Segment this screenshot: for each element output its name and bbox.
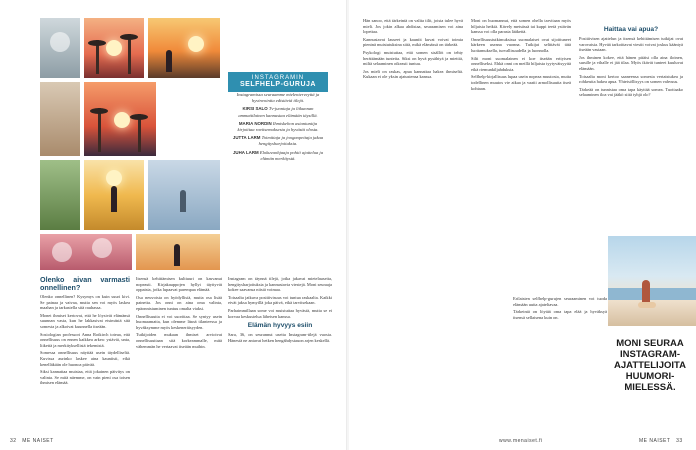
paragraph: Silti moni suomalainen ei koe itseään erityisen onnelliseksi. Ehkä onni on meillä hiljaista tyytyväisyyttä eikä riemunkiljahduksia.	[471, 55, 571, 72]
paragraph: Osa neuvoista on hyödyllisiä, mutta osa lisää painetta. Jos onni on aina oma valinta, epäonnistuminen tuntuu omalta viaksi.	[136, 294, 222, 311]
page-number: 32	[10, 438, 17, 444]
paragraph: Sara, 36, on seurannut useita Instagram-tilejä vuosia. Hänestä ne antavat hetken hengähdystauon arjen keskellä.	[228, 332, 332, 343]
paragraph: Hän sanoo, että tärkeintä on valita tilit, joista tulee hyvä mieli. Jos jokin alkaa ahdistaa, seuraamisen voi aina lopettaa.	[363, 18, 463, 35]
photo-tile	[40, 234, 132, 270]
photo-tile	[136, 234, 220, 270]
paragraph: Siksi kannattaa muistaa, että jokainen päivitys on valinta. Se mitä näemme, on vain pieni osa toisen ihmisen elämää.	[40, 369, 130, 386]
body-column-5	[471, 18, 571, 91]
photo-tile-jump	[84, 160, 144, 230]
folio-url: www.menaiset.fi	[499, 438, 543, 444]
silhouette	[166, 50, 172, 72]
guru-item	[230, 150, 326, 162]
guru-text: Elokuvaohjaaja pohtii ajattelua ja elämän merkitystä.	[259, 149, 324, 161]
section-heading: Haittaa vai apua?	[603, 26, 659, 33]
light-bokeh	[52, 242, 72, 262]
sun	[106, 170, 122, 186]
body-column-3	[228, 276, 332, 343]
woman-legs	[638, 302, 656, 308]
paragraph: Itsensä kehittämisen kulttuuri on kasvanut nopeasti. Kirjakauppojen hyllyt täyttyvät oppaista, jotka lupaavat parempaa elämää.	[136, 276, 222, 293]
left-page	[0, 0, 347, 450]
paragraph: Monet ihmiset kertovat, että he löysivät elämänsä suunnan vasta, kun he lakkasivat etsimästä sitä somesta ja alkoivat kuunnella itseään.	[40, 312, 130, 329]
paragraph: Sosiologian professori Anna Rotkirch toteaa, että onnellisuus on ennen kaikkea arkea: ystäviä, unta, liikettä ja merkityksellistä tekemistä.	[40, 331, 130, 348]
paragraph: Tärkeintä on löytää oma tapa elää ja hyväksyä itsensä sellaisena kuin on.	[513, 309, 607, 320]
guru-name: JUTTA LARM	[232, 135, 261, 141]
paragraph: Positiivisen ajattelun ja itsensä kehittämisen tutkijat ovat varovaisia. Hyvää tarkoittavat viestit voivat joskus kääntyä itseään vastaan.	[579, 36, 683, 53]
palm-frond	[88, 40, 106, 46]
paragraph: Instagram on täynnä tilejä, jotka jakavat mietelauseita, hengitysharjoituksia ja kannustavia viestejä. Moni seuraaja kokee saavansa niistä voimaa.	[228, 276, 332, 293]
page-number: 33	[676, 438, 683, 444]
paragraph: Parhaimmillaan some voi muistuttaa hyvästä, mutta se ei korvaa keskustelua läheisen kanssa.	[228, 307, 332, 319]
photo-tile	[40, 82, 80, 156]
photo-tile-beach	[148, 18, 220, 78]
badge-line-2: SELFHELP-GURUJA	[240, 81, 316, 88]
paragraph: Onnellisuustutkimuksissa suomalaiset ovat sijoittuneet kärkeen useana vuonna. Tutkijat selittävät tätä luottamuksella, turvallisuudella ja luonnolla.	[471, 36, 571, 53]
sidebar-text	[230, 92, 326, 162]
photo-tile-sunset	[84, 18, 144, 78]
paragraph: Olenko onnellinen? Kysymys on kuin suuri kivi. Se painaa ja vaivaa, mutta sen voi myös laskea maahan ja tarkastella sitä rauhassa.	[40, 294, 130, 311]
sun	[188, 36, 204, 52]
badge-line-1: INSTAGRAMIN	[251, 75, 305, 81]
guru-name: JUHA LARM	[232, 149, 259, 155]
photo-tile	[40, 160, 80, 230]
light-bokeh	[50, 32, 70, 52]
sun	[106, 40, 122, 56]
paragraph: Erilaisten selfhelp-gurujen seuraaminen voi tuoda elämään uutta ajateltavaa.	[513, 296, 607, 307]
silhouette	[180, 190, 186, 212]
body-column-1	[40, 276, 130, 386]
magazine-name: ME NAISET	[22, 438, 54, 444]
magazine-name: ME NAISET	[639, 438, 671, 444]
guru-name: MARIA NORDIN	[238, 120, 272, 126]
sidebar-intro: Instagramissa seuraamme mielenterveyttä ja hyvinvointia edistäviä tilejä.	[236, 92, 320, 104]
silhouette	[174, 244, 180, 266]
folio-right	[639, 438, 683, 444]
guru-item	[230, 121, 326, 133]
paragraph: Tärkeää on tunnistaa oma tapa käyttää somea. Tuottaako selaaminen iloa vai jääkö siitä tyhjä olo?	[579, 86, 683, 98]
sun	[114, 112, 130, 128]
paragraph: Onnellisuutta ei voi suorittaa. Se syntyy usein huomaamatta, kun olemme läsnä tilanteessa ja hyväksymme myös keskeneräisyyden.	[136, 313, 222, 330]
beach-photo	[608, 236, 696, 326]
palm-frond	[130, 114, 148, 120]
palm-frond	[120, 34, 138, 40]
sea	[608, 288, 696, 300]
paragraph: Jos mieli on raskas, apua kannattaa hakea ihmiseltä. Kukaan ei ole yksin ajatustensa kanssa.	[363, 68, 463, 80]
guru-text: Toimittaja ja joogaopettaja jakaa hengitysharjoituksia.	[258, 135, 324, 147]
paragraph: Kannustavat lauseet ja kauniit kuvat voivat toimia pieninä muistutuksina siitä, mikä elämässä on tärkeää.	[363, 36, 463, 48]
guru-item	[230, 106, 326, 118]
guru-name: KIRSI SALO	[242, 106, 268, 112]
paragraph: Psykologi muistuttaa, että somen sisällöt on tehty herättämään tunteita. Siksi on hyvä pysähtyä ja miettiä, miltä selaaminen oikeasti tuntuu.	[363, 49, 463, 67]
photo-tile	[40, 18, 80, 78]
light-bokeh	[92, 238, 112, 258]
body-column-6	[579, 18, 683, 98]
paragraph: Somessa onnellisuus näyttää usein täydelliseltä. Kuvissa aurinko laskee aina kauniisti, eikä kenelläkään ole huonoa päivää.	[40, 350, 130, 367]
section-heading: Elämän hyvyys esiin	[247, 322, 313, 330]
palm-tree	[128, 34, 131, 74]
article-headline: Olenko aivan varmasti onnellinen?	[40, 275, 130, 292]
paragraph: Toisaalta jatkuva positiivisuus voi tuntua raskaalta. Kaikki eivät jaksa hymyillä joka päivä, eikä tarvitsekaan.	[228, 294, 332, 306]
sidebar-badge	[228, 72, 328, 92]
body-column-2	[136, 276, 222, 349]
folio-left	[10, 438, 54, 444]
silhouette	[111, 186, 117, 212]
paragraph: Selfhelp-kirjallisuus lupaa usein nopeaa muutosta, mutta todellinen muutos vie aikaa ja vaatii armollisuutta itseä kohtaan.	[471, 74, 571, 91]
paragraph: Moni on huomannut, että somen ohella tarvitaan myös hiljaisia hetkiä. Kävely metsässä tai kuppi teetä ystävän kanssa voi olla parasta lääkettä.	[471, 18, 571, 35]
photo-tile-sunset	[84, 82, 156, 156]
guru-text: Tv-juontaja ja liikunnan ammattilainen kannustaa elämään täysillä.	[238, 106, 318, 118]
paragraph: Toisaalta moni kertoo saaneensa somesta vertaistukea ja rohkeutta hakea apua. Yhteisöllisyys on somen vahvuus.	[579, 73, 683, 85]
guru-item	[230, 135, 326, 147]
paragraph: Jos ihminen kokee, että hänen pitäisi olla aina iloinen, surulle ja vihalle ei jää tilaa. Myös ikävät tunteet kuuluvat elämään.	[579, 54, 683, 71]
palm-frond	[90, 108, 108, 114]
pull-quote: MONI SEURAA INSTAGRAM-AJATTELIJOITA HUUMORI-MIELESSÄ.	[614, 338, 686, 393]
guru-text: Ihmiskehon asiantuntija kirjoittaa ravitsemuksesta ja hyvästä olosta.	[237, 120, 319, 133]
caption-column	[513, 296, 607, 320]
palm-tree	[98, 108, 101, 152]
body-column-4	[363, 18, 463, 80]
paragraph: Tutkijoiden mukaan ihmiset arvioivat onnellisuuttaan sitä korkeammalle, mitä vähemmän he vertaavat itseään muihin.	[136, 332, 222, 349]
photo-tile	[148, 160, 220, 230]
